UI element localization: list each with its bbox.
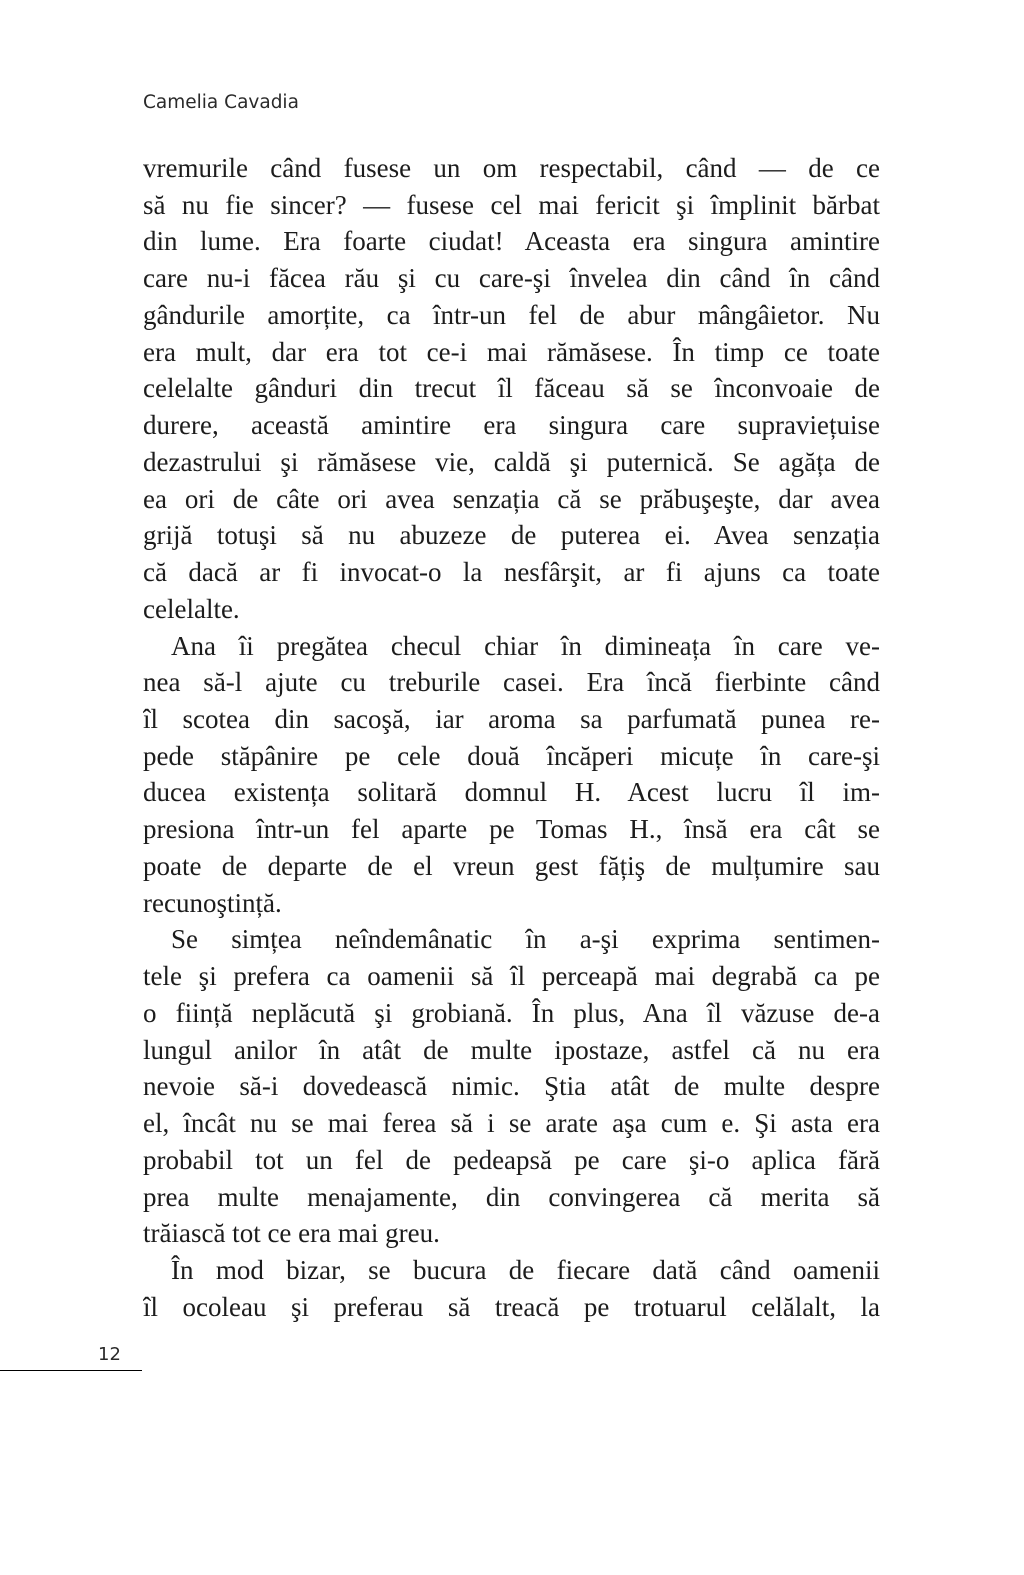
text-line: recunoştință. xyxy=(143,887,282,918)
text-line: Ana îi pregătea checul chiar în dimineața în care ve- xyxy=(171,630,880,661)
paragraph xyxy=(143,150,880,628)
text-line: lungul anilor în atât de multe ipostaze, astfel că nu era xyxy=(143,1034,880,1065)
text-line: îl scotea din sacoşă, iar aroma sa parfumată punea re- xyxy=(143,704,880,735)
text-line: grijă totuşi să nu abuzeze de puterea ei. Avea senzația xyxy=(143,520,880,551)
page-number: 12 xyxy=(98,1344,121,1365)
text-line: În mod bizar, se bucura de fiecare dată când oamenii xyxy=(171,1255,880,1286)
text-line: să nu fie sincer? — fusese cel mai fericit şi împlinit bărbat xyxy=(143,189,880,220)
body-text xyxy=(143,150,880,1326)
text-line: celelalte. xyxy=(143,593,240,624)
text-line: el, încât nu se mai ferea să i se arate aşa cum e. Şi asta era xyxy=(143,1108,880,1139)
text-line: era mult, dar era tot ce-i mai rămăsese. În timp ce toate xyxy=(143,336,880,367)
text-line: tele şi prefera ca oamenii să îl perceapă mai degrabă ca pe xyxy=(143,961,880,992)
text-line: Se simțea neîndemânatic în a-şi exprima sentimen- xyxy=(171,924,880,955)
running-head: Camelia Cavadia xyxy=(143,92,299,113)
paragraph xyxy=(143,1252,880,1325)
text-line: probabil tot un fel de pedeapsă pe care şi-o aplica fără xyxy=(143,1144,880,1175)
paragraph xyxy=(143,921,880,1252)
text-line: pede stăpânire pe cele două încăperi micuțe în care-şi xyxy=(143,740,880,771)
text-line: din lume. Era foarte ciudat! Aceasta era singura amintire xyxy=(143,226,880,257)
text-line: nea să-l ajute cu treburile casei. Era încă fierbinte când xyxy=(143,667,880,698)
text-line: îl ocoleau şi preferau să treacă pe trotuarul celălalt, la xyxy=(143,1291,880,1322)
text-line: o ființă neplăcută şi grobiană. În plus, Ana îl văzuse de-a xyxy=(143,997,880,1028)
paragraph xyxy=(143,628,880,922)
text-line: care nu-i făcea rău şi cu care-şi învelea din când în când xyxy=(143,263,880,294)
text-line: ducea existența solitară domnul H. Acest lucru îl im- xyxy=(143,777,880,808)
text-line: nevoie să-i dovedească nimic. Ştia atât de multe despre xyxy=(143,1071,880,1102)
text-line: ea ori de câte ori avea senzația că se prăbuşeşte, dar avea xyxy=(143,483,880,514)
text-line: gândurile amorțite, ca într-un fel de abur mângâietor. Nu xyxy=(143,299,880,330)
text-line: poate de departe de el vreun gest fățiş de mulțumire sau xyxy=(143,850,880,881)
text-line: trăiască tot ce era mai greu. xyxy=(143,1218,440,1249)
text-line: celelalte gânduri din trecut îl făceau să se înconvoaie de xyxy=(143,373,880,404)
text-line: vremurile când fusese un om respectabil, când — de ce xyxy=(143,153,880,183)
footer-rule xyxy=(0,1370,142,1371)
text-line: că dacă ar fi invocat-o la nesfârşit, ar fi ajuns ca toate xyxy=(143,557,880,588)
text-line: prea multe menajamente, din convingerea că merita să xyxy=(143,1181,880,1212)
text-line: durere, această amintire era singura care supraviețuise xyxy=(143,410,880,441)
text-line: dezastrului şi rămăsese vie, caldă şi puternică. Se agăța de xyxy=(143,446,880,477)
text-line: presiona într-un fel aparte pe Tomas H., însă era cât se xyxy=(143,814,880,845)
